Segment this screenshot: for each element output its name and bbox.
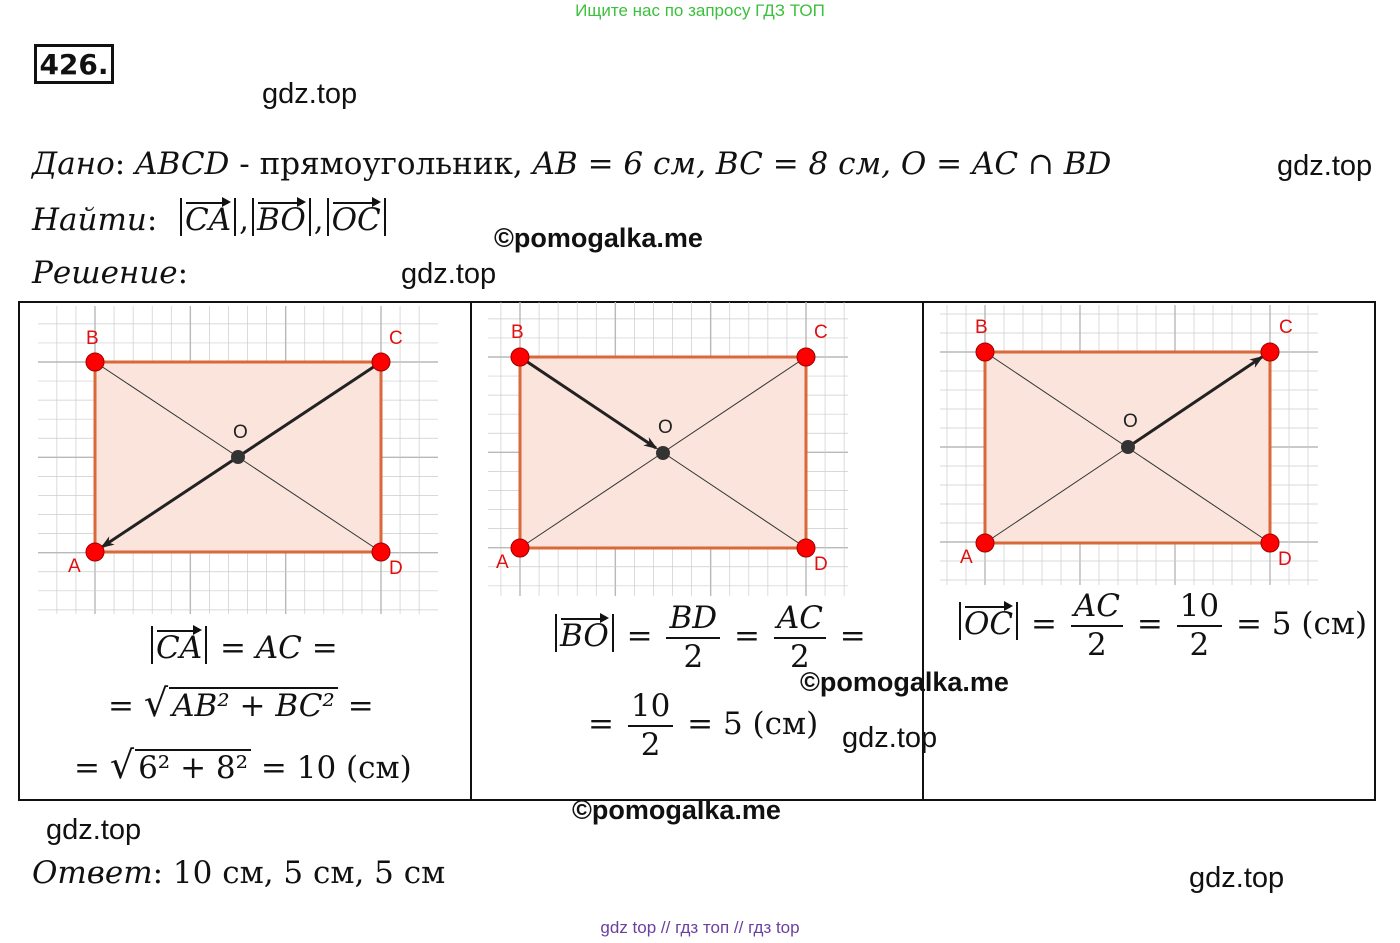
vector-ca: CA	[185, 196, 231, 238]
point-d	[797, 539, 815, 557]
panel1-eq3-prefix: =	[74, 750, 110, 786]
given-colon: :	[114, 146, 126, 182]
panel1-eq2: = √ AB² + BC² =	[108, 681, 374, 725]
watermark-gdz: gdz.top	[262, 78, 358, 110]
panel1-eq1	[148, 624, 338, 666]
vector-oc: OC	[332, 196, 381, 238]
point-c	[372, 353, 390, 371]
given-line	[32, 146, 1111, 182]
top-banner: Ищите нас по запросу ГДЗ ТОП	[575, 1, 825, 20]
vector-oc: OC	[964, 600, 1013, 642]
answer-text: 10 см, 5 см, 5 см	[163, 855, 446, 891]
find-colon: :	[146, 202, 158, 238]
answer-colon: :	[152, 855, 164, 891]
point-o	[1121, 440, 1135, 454]
label-d: D	[389, 558, 403, 579]
given-bc: BC = 8 см,	[715, 146, 901, 182]
label-d: D	[1278, 549, 1292, 570]
diagram-ca	[38, 306, 438, 614]
panel2-eq: =	[626, 618, 653, 655]
label-o: O	[233, 422, 248, 443]
solution-line	[32, 255, 188, 291]
panel2-result: = 5 (см)	[687, 706, 819, 743]
panel3-frac1-num: AC	[1071, 590, 1123, 627]
given-figure: ABCD	[135, 146, 230, 182]
given-rect: - прямоугольник,	[229, 146, 533, 182]
point-o	[231, 450, 245, 464]
label-a: A	[960, 547, 973, 568]
given-label: Дано	[32, 146, 115, 182]
solution-colon: :	[177, 255, 189, 291]
panel1-eq2-suffix: =	[337, 688, 374, 724]
problem-number: 426.	[34, 44, 114, 84]
watermark-pomogalka: ©pomogalka.me	[800, 667, 1009, 697]
vector-ca: CA	[156, 624, 202, 666]
given-o: O = AC ∩ BD	[900, 146, 1112, 182]
panel2-eq1	[552, 602, 866, 673]
panel3-frac2-den: 2	[1189, 626, 1210, 663]
find-line	[32, 196, 389, 238]
panel2-frac2-num: AC	[774, 602, 826, 639]
find-sep: ,	[239, 202, 249, 238]
point-b	[86, 353, 104, 371]
watermark-gdz: gdz.top	[401, 258, 497, 290]
vector-bo: BO	[560, 612, 609, 654]
label-o: O	[658, 417, 673, 438]
watermark-gdz: gdz.top	[1189, 862, 1285, 894]
panel3-eq: =	[1136, 606, 1163, 643]
label-b: B	[511, 322, 524, 343]
answer-line	[32, 855, 445, 891]
panel2-frac2-den: 2	[790, 638, 810, 675]
label-c: C	[814, 322, 828, 343]
solution-label: Решение	[32, 255, 178, 291]
diagram-oc	[940, 305, 1318, 585]
label-o: O	[1123, 411, 1138, 432]
watermark-pomogalka: ©pomogalka.me	[572, 795, 781, 825]
footer: gdz top // гдз топ // гдз top	[600, 918, 800, 937]
find-sep: ,	[313, 202, 324, 238]
label-b: B	[975, 317, 988, 338]
panel3-frac2-num: 10	[1177, 590, 1222, 627]
panel1-eq1-rest: = AC =	[210, 630, 338, 666]
panel3-eq	[956, 590, 1367, 661]
panel3-eq: =	[1031, 606, 1057, 643]
panel3-result: = 5 (см)	[1235, 606, 1368, 643]
point-a	[976, 534, 994, 552]
panel2-frac1-den: 2	[683, 638, 704, 675]
point-b	[976, 343, 994, 361]
panel2-eq: =	[588, 706, 614, 743]
point-o	[656, 446, 670, 460]
panel2-frac3-num: 10	[628, 690, 673, 727]
watermark-gdz: gdz.top	[842, 722, 938, 754]
watermark-gdz: gdz.top	[46, 814, 142, 846]
label-a: A	[496, 552, 509, 573]
point-c	[1261, 343, 1279, 361]
label-a: A	[68, 556, 81, 577]
panel3-frac1-den: 2	[1087, 626, 1107, 663]
vector-bo: BO	[257, 196, 306, 238]
panel1-eq2-prefix: =	[108, 688, 144, 724]
find-label: Найти	[32, 202, 147, 238]
label-d: D	[814, 554, 828, 575]
point-a	[86, 543, 104, 561]
point-b	[511, 348, 529, 366]
watermark-pomogalka: ©pomogalka.me	[494, 223, 703, 253]
label-c: C	[389, 328, 403, 349]
panel1-eq3-suffix: = 10 (см)	[251, 750, 412, 786]
label-b: B	[86, 328, 99, 349]
diagram-bo	[488, 302, 848, 596]
panel1-eq2-radicand: AB² + BC²	[169, 687, 338, 725]
watermark-gdz: gdz.top	[1277, 150, 1373, 182]
point-d	[1261, 534, 1279, 552]
panel2-eq: =	[733, 618, 760, 655]
panel2-frac1-num: BD	[666, 602, 720, 639]
point-a	[511, 539, 529, 557]
panel2-eq: =	[839, 618, 866, 655]
given-ab: AB = 6 см,	[532, 146, 716, 182]
panel2-eq2	[588, 690, 818, 761]
panel1-eq3-radicand: 6² + 8²	[135, 749, 251, 787]
point-d	[372, 543, 390, 561]
point-c	[797, 348, 815, 366]
panel1-eq3: = √ 6² + 8² = 10 (см)	[74, 743, 412, 787]
label-c: C	[1279, 317, 1293, 338]
panel2-frac3-den: 2	[640, 726, 661, 763]
answer-label: Ответ	[32, 855, 153, 891]
